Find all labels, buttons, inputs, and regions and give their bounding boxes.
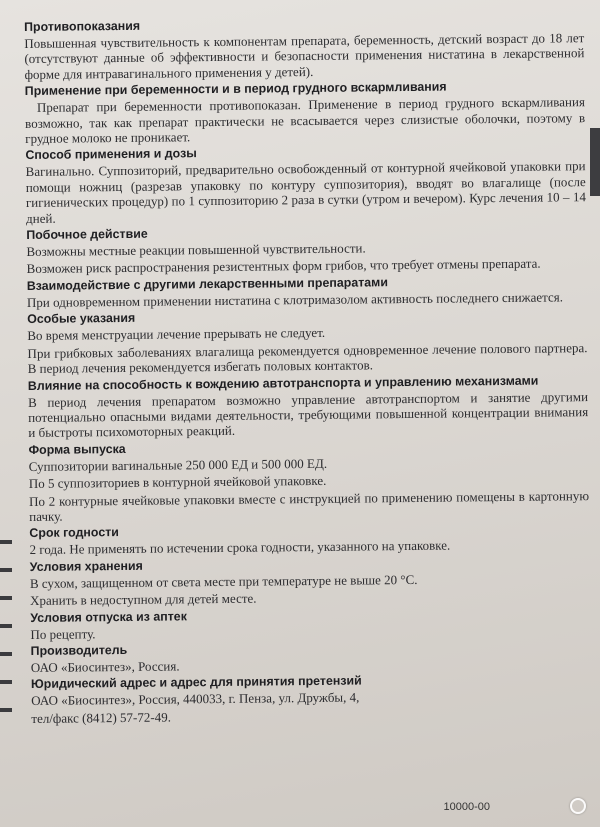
section <box>28 437 589 524</box>
section-text: Суппозитории вагинальные 250 000 ЕД и 500 000 ЕД. <box>28 455 328 474</box>
section-text: По 5 суппозиториев в контурной ячейковой упаковке. <box>28 472 327 492</box>
section <box>31 638 591 675</box>
section <box>25 78 586 146</box>
section-heading: Побочное действие <box>26 226 148 243</box>
section <box>30 605 590 642</box>
section-heading: Особые указания <box>27 311 136 327</box>
section-heading: Юридический адрес и адрес для принятия претензий <box>30 673 362 692</box>
section <box>31 671 591 726</box>
section-heading: Влияние на способность к вождению автотранспорта и управлению механизмами <box>27 373 539 393</box>
print-registration-marks <box>0 540 14 720</box>
section-text: По 2 контурные ячейковые упаковки вместе с инструкцией по применению помещены в картонную пачку. <box>28 487 590 524</box>
section-text: 2 года. Не применять по истечении срока годности, указанного на упаковке. <box>29 537 451 558</box>
instruction-leaflet <box>24 12 592 818</box>
print-edge-mark <box>590 128 600 196</box>
registration-mark <box>0 624 12 628</box>
section-heading: Форма выпуска <box>28 441 126 457</box>
section <box>26 222 586 277</box>
section <box>30 554 590 609</box>
registration-mark <box>0 680 12 684</box>
section-text: В период лечения препаратом возможно управление автотранспортом и занятие другими потенциально опасными видами деятельности, требующими повышенной концентрации внимания и быстроты психомоторных реакций. <box>27 388 589 441</box>
section <box>24 14 585 82</box>
section-heading: Условия хранения <box>29 558 143 574</box>
section-heading: Взаимодействие с другими лекарственными препаратами <box>26 275 388 293</box>
section <box>25 143 586 226</box>
watermark-ring-icon <box>570 798 586 814</box>
section-heading: Противопоказания <box>24 18 141 34</box>
section-text: Повышенная чувствительность к компонентам препарата, беременность, детский возраст до 18 лет (отсутствуют данные об эффективности и безопасности применения нистатина в лекарственной форме для интравагинального применения у детей). <box>24 30 585 82</box>
section-text: При одновременном применении нистатина с клотримазолом активность последнего снижается. <box>26 289 564 310</box>
section-text: тел/факс (8412) 57-72-49. <box>31 709 171 726</box>
section-text: Во время менструации лечение прерывать не следует. <box>27 325 326 344</box>
section-text: ОАО «Биосинтез», Россия, 440033, г. Пенза, ул. Дружбы, 4, <box>31 689 360 709</box>
section-heading: Производитель <box>30 642 128 658</box>
section <box>27 306 588 376</box>
watermark-logo <box>570 798 586 815</box>
section-text: Возможен риск распространения резистентных форм грибов, что требует отмены препарата. <box>26 256 541 277</box>
section-heading: Условия отпуска из аптек <box>30 608 187 625</box>
section-heading: Применение при беременности и в период грудного вскармливания <box>24 79 447 99</box>
section-heading: Срок годности <box>29 525 119 541</box>
registration-mark <box>0 540 12 544</box>
registration-mark <box>0 568 12 572</box>
section-text: Хранить в недоступном для детей месте. <box>30 590 257 609</box>
registration-mark <box>0 708 12 712</box>
section-text: Вагинально. Суппозиторий, предварительно освобожденный от контурной ячейковой упаковки при помощи ножниц (разрезав упаковку по контуру суппозитория), вводят во влагалище (после гигиенических процедур) по 1 суппозиторию 2 раза в сутки (утром и вечером). Курс лечения 10 – 14 дней. <box>25 158 586 226</box>
section-text: В сухом, защищенном от света месте при температуре не выше 20 °С. <box>29 571 418 591</box>
section-text: ОАО «Биосинтез», Россия. <box>30 658 180 675</box>
section-text: Возможны местные реакции повышенной чувствительности. <box>26 240 366 260</box>
registration-mark <box>0 596 12 600</box>
section-text: По рецепту. <box>30 625 96 642</box>
print-code: 10000-00 <box>443 801 490 813</box>
section <box>28 373 589 441</box>
section-text: При грибковых заболеваниях влагалища рекомендуется одновременное лечение полового партнера. В период лечения рекомендуется избегать половых контактов. <box>27 339 588 377</box>
section <box>29 520 589 557</box>
section <box>27 273 587 310</box>
section-heading: Способ применения и дозы <box>25 146 197 163</box>
registration-mark <box>0 652 12 656</box>
section-text: Препарат при беременности противопоказан. Применение в период грудного вскармливания возможно, так как препарат практически не всасывается через слизистые оболочки, поэтому в грудное молоко не проникает. <box>25 94 586 147</box>
